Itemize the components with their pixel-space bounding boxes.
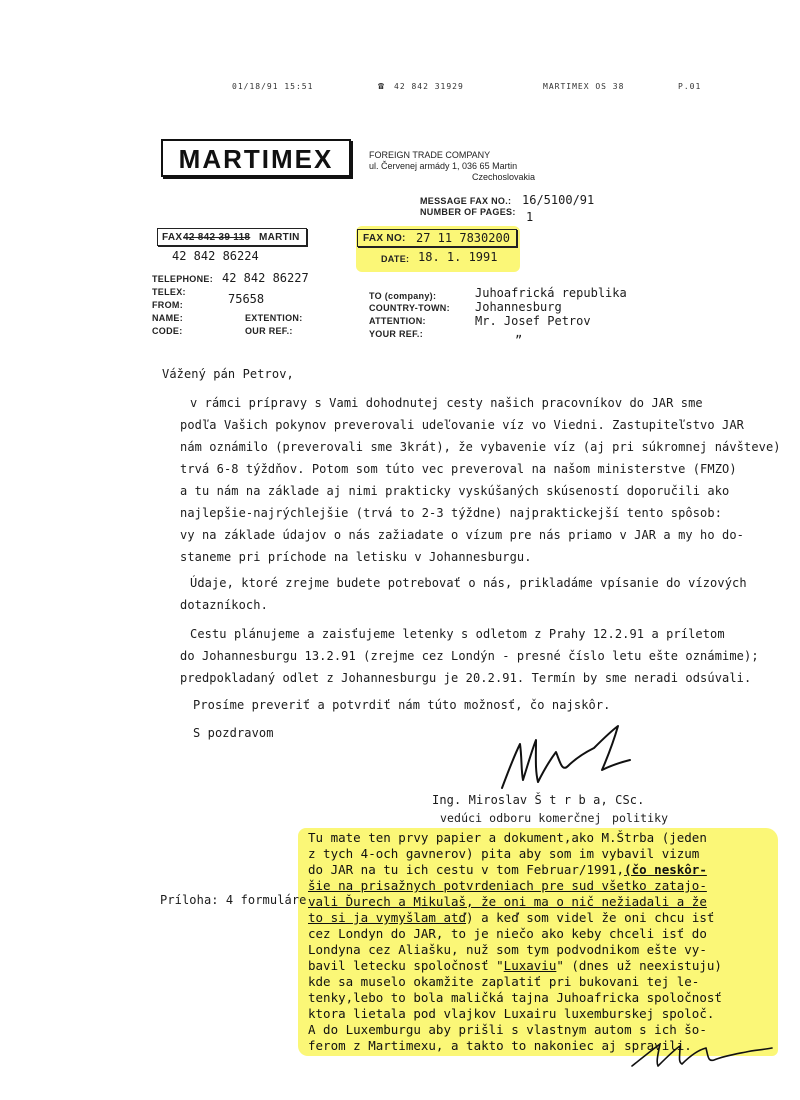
signatory-title-1: vedúci odboru komerčnej	[440, 811, 602, 825]
annotation-line-9a: bavil letecku spoločnosť "	[308, 958, 504, 973]
annotation-line-8: Londyna cez Aliašku, nuž som tym podvodnikom ešte vy-	[308, 942, 707, 957]
date-label: DATE:	[381, 254, 410, 264]
annotation-line-10: kde sa muselo okamžite zaplatiť pri bukovani tej le-	[308, 974, 700, 989]
pages-label: NUMBER OF PAGES:	[420, 207, 516, 217]
annotation-line-6a: to si ja vymyšlam atď	[308, 910, 467, 925]
p1-line-4: trvá 6-8 týždňov. Potom som túto vec preveroval na našom ministerstve (FMZO)	[180, 462, 737, 476]
signatory-title-2: politiky	[612, 811, 669, 825]
p1-line-3: nám oznámilo (preverovali sme 3krát), že vybavenie víz (aj pri súkromnej návšteve)	[180, 440, 781, 454]
sender-fax-value: 42 842 86224	[172, 249, 259, 263]
annotation-line-5: vali Ďurech a Mikulaš, že oni ma o nič nežiadali a že	[308, 894, 707, 909]
sender-fax-box	[157, 228, 307, 246]
annotation-line-2: z tych 4-och gavnerov) pita aby som im vybavil vizum	[308, 846, 700, 861]
recipient-fax-label: FAX NO:	[363, 233, 406, 244]
company-line-1: FOREIGN TRADE COMPANY	[369, 150, 491, 160]
p1-line-5: a tu nám na základe aj nimi prakticky vyskúšaných skúseností doporučili ako	[180, 484, 730, 498]
name-label: NAME:	[152, 313, 183, 323]
extention-label: EXTENTION:	[245, 313, 303, 323]
p2-line-2: dotazníkoch.	[180, 598, 268, 612]
annotation-line-3	[308, 862, 707, 878]
your-ref-value: „	[515, 326, 523, 340]
annotation-line-9	[308, 958, 722, 974]
date-value: 18. 1. 1991	[418, 250, 498, 264]
annotation-line-12: ktora lietala pod vlajkov Luxairu luxemburskej spoloč.	[308, 1006, 715, 1021]
annotation-line-11: tenky,lebo to bola maličká tajna Juhoafricka spoločnosť	[308, 990, 722, 1005]
fax-page: P.01	[678, 82, 702, 91]
p3-line-3: predpokladaný odlet z Johannesburgu je 20.2.91. Termín by sme neradi odsúvali.	[180, 671, 752, 685]
annotation-line-9b: Luxaviu	[503, 958, 557, 973]
p3-line-1: Cestu plánujeme a zaisťujeme letenky s odletom z Prahy 12.2.91 a príletom	[190, 627, 725, 641]
annotation-line-14: ferom z Martimexu, a takto to nakoniec aj spravili.	[308, 1038, 692, 1053]
telex-label: TELEX:	[152, 287, 186, 297]
p4: Prosíme preveriť a potvrdiť nám túto možnosť, čo najskôr.	[193, 698, 611, 712]
your-ref-label: YOUR REF.:	[369, 329, 424, 339]
sender-fax-prefix: FAX	[162, 232, 183, 243]
annotation-line-6b: ) a keď som videl že oni chcu isť	[466, 910, 715, 925]
signatory-name: Ing. Miroslav Š t r b a, CSc.	[432, 793, 645, 807]
pages-value: 1	[526, 210, 534, 224]
to-value: Juhoafrická republika	[475, 286, 627, 300]
p1-line-1: v rámci prípravy s Vami dohodnutej cesty našich pracovníkov do JAR sme	[190, 396, 703, 410]
attachment: Príloha: 4 formuláre	[160, 893, 307, 907]
annotation-line-13: A do Luxemburgu aby prišli s vlastnym autom s ich šo-	[308, 1022, 707, 1037]
p1-line-6: najlepšie-najrýchlejšie (trvá to 2-3 týždne) najpraktickejší tento spôsob:	[180, 506, 723, 520]
p1-line-2: podľa Vašich pokynov preverovali udeľovanie víz vo Viedni. Zastupiteľstvo JAR	[180, 418, 744, 432]
p1-line-7: vy na základe údajov o nás zažiadate o vízum pre nás priamo v JAR a my ho do-	[180, 528, 744, 542]
annotation-line-9c: " (dnes už neexistuju)	[556, 958, 722, 973]
message-fax-label: MESSAGE FAX NO.:	[420, 196, 512, 206]
from-label: FROM:	[152, 300, 183, 310]
annotation-line-6	[308, 910, 714, 926]
country-label: COUNTRY-TOWN:	[369, 303, 450, 313]
our-ref-label: OUR REF.:	[245, 326, 293, 336]
phone-icon: ☎	[378, 81, 386, 92]
country-value: Johannesburg	[475, 300, 562, 314]
telex-value: 75658	[228, 292, 265, 306]
closing: S pozdravom	[193, 726, 274, 740]
p1-line-8: staneme pri príchode na letisku v Johannesburgu.	[180, 550, 532, 564]
sender-fax-suffix: MARTIN	[259, 232, 300, 243]
annotation-line-3a: do JAR na tu ich cestu v tom Februar/1991,	[308, 862, 625, 877]
salutation: Vážený pán Petrov,	[162, 367, 294, 381]
recipient-fax-box	[357, 229, 517, 247]
annotation-line-4: šie na prisažnych potvrdeniach pre sud všetko zatajo-	[308, 878, 707, 893]
fax-phone: 42 842 31929	[394, 82, 464, 91]
telephone-label: TELEPHONE:	[152, 274, 214, 284]
attention-value: Mr. Josef Petrov	[475, 314, 591, 328]
company-line-3: Czechoslovakia	[472, 172, 536, 182]
annotation-line-3b: (čo neskôr-	[624, 862, 707, 877]
p2-line-1: Údaje, ktoré zrejme budete potrebovať o nás, prikladáme vpísanie do vízových	[190, 576, 747, 590]
message-fax-value: 16/5100/91	[522, 193, 595, 207]
annotation-line-1: Tu mate ten prvy papier a dokument,ako M.Štrba (jeden	[308, 830, 707, 845]
signature-icon	[490, 722, 640, 792]
recipient-fax-value: 27 11 7830200	[416, 231, 510, 245]
annotation-signature-icon	[628, 1036, 778, 1072]
company-line-2: ul. Červenej armády 1, 036 65 Martin	[369, 161, 518, 171]
code-label: CODE:	[152, 326, 183, 336]
company-logo	[161, 139, 351, 177]
attention-label: ATTENTION:	[369, 316, 426, 326]
p3-line-2: do Johannesburgu 13.2.91 (zrejme cez Londýn - presné číslo letu ešte oznámime);	[180, 649, 759, 663]
telephone-value: 42 842 86227	[222, 271, 309, 285]
annotation-line-7: cez Londyn do JAR, to je niečo ako keby chceli isť do	[308, 926, 707, 941]
to-label: TO (company):	[369, 291, 437, 301]
fax-sender: MARTIMEX OS 38	[543, 82, 625, 91]
sender-fax-struck: 42 842 39 118	[183, 232, 251, 243]
fax-datetime: 01/18/91 15:51	[232, 82, 314, 91]
logo-text: MARTIMEX	[178, 144, 334, 174]
